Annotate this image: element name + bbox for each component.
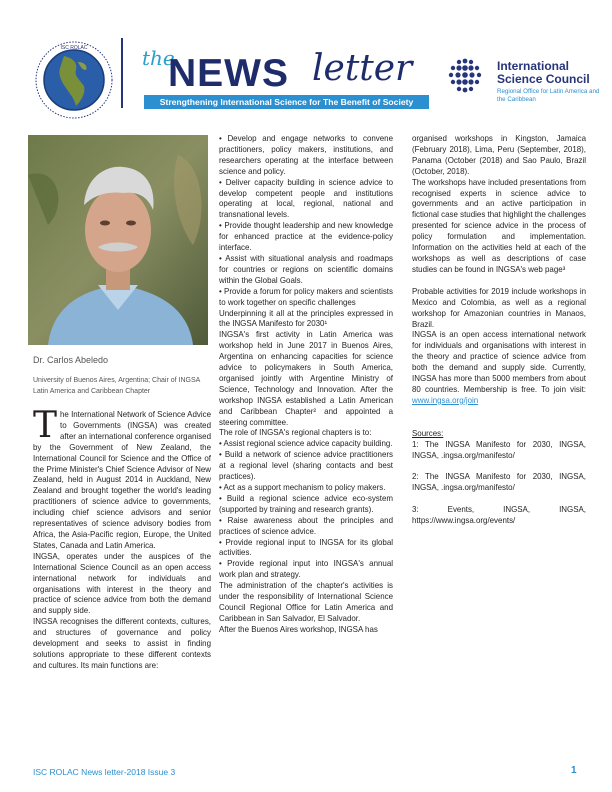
- sources-heading: Sources:: [412, 428, 444, 438]
- svg-text:ISC ROLAC: ISC ROLAC: [60, 45, 88, 51]
- paragraph: Probable activities for 2019 include workshops in Mexico and Colombia, as well as a regional workshop for Amazonian countries in Manaos, Brazil.: [412, 286, 586, 329]
- masthead-letter: letter: [312, 48, 413, 89]
- tagline-banner: Strengthening International Science for The Benefit of Society: [144, 95, 429, 109]
- masthead-news: NEWS: [168, 52, 289, 95]
- caption-person-name: Dr. Carlos Abeledo: [33, 355, 109, 365]
- bullet-item: • Develop and engage networks to convene practitioners, policy makers, institutions, and researchers operating at the interface between science and policy.: [219, 134, 393, 176]
- source-item: 2: The INGSA Manifesto for 2030, INGSA, INGSA, .ingsa.org/manifesto/: [412, 472, 586, 493]
- paragraph: organised workshops in Kingston, Jamaica (February 2018), Lima, Peru (September, 2018), Panama (October (2018) and Sao Paulo, Brazil (October, 2018).: [412, 134, 586, 176]
- bullet-item: • Provide thought leadership and new knowledge for enhanced practice at the evidence-policy interface.: [219, 221, 393, 253]
- masthead-the: the: [142, 46, 175, 70]
- page-number: 1: [571, 765, 577, 776]
- role-item: • Provide regional input into INGSA's annual work plan and strategy.: [219, 559, 393, 580]
- bullet-item: • Provide a forum for policy makers and scientists to work together on specific challenges: [219, 286, 393, 307]
- caption-affiliation: University of Buenos Aires, Argentina; Chair of INGSA Latin America and Caribbean Chapter: [33, 377, 200, 395]
- role-item: • Build a regional science advice eco-system (supported by training and research grants).: [219, 493, 393, 514]
- paragraph: INGSA, operates under the auspices of the International Science Council as an open access international network for individuals and organisations with interest in the theory and practice of science advice from both the demand and supply side.: [33, 551, 211, 616]
- role-item: • Build a network of science advice practitioners at a regional level (sharing contacts and best practices).: [219, 450, 393, 482]
- article-column-2: [219, 134, 393, 636]
- roles-heading: The role of INGSA's regional chapters is to:: [219, 428, 372, 438]
- paragraph: After the Buenos Aires workshop, INGSA has: [219, 624, 378, 634]
- paragraph: Underpinning it all at the principles expressed in the INGSA Manifesto for 2030¹: [219, 308, 393, 329]
- isc-dot-logo-icon: [447, 58, 483, 94]
- isc-rolac-globe-logo: [34, 40, 114, 120]
- header-divider: [121, 38, 123, 108]
- drop-cap: T: [33, 405, 58, 446]
- isc-name: International Science Council: [497, 59, 590, 86]
- role-item: • Act as a support mechanism to policy makers.: [219, 483, 386, 492]
- paragraph: INGSA recognises the different contexts, cultures, and structures of governance and policy development and seeks to assist in finding solutions appropriate to these different contexts and cultures. Its main functions are:: [33, 617, 211, 670]
- source-item: 3: Events, INGSA, INGSA, https://www.ingsa.org/events/: [412, 505, 586, 526]
- newsletter-masthead: [140, 42, 430, 100]
- join-link[interactable]: www.ingsa.org/join: [412, 395, 479, 405]
- role-item: • Provide regional input to INGSA for its global activities.: [219, 537, 393, 558]
- paragraph: The administration of the chapter's activities is under the responsibility of International Science Council Regional Office for Latin America and Caribbean in San Salvador, El Salvador.: [219, 581, 393, 623]
- article-column-3: [412, 134, 586, 527]
- portrait-photo: [28, 135, 208, 345]
- paragraph: The workshops have included presentations from recognised experts in science advice to governments and an active participation in fictional case studies that highlight the challenges presented for science advice in the process of policy formulation and implementation. Information on the activities held at each of the workshops as well as descriptions of case studies can be found in INGSA's web page³: [412, 177, 586, 274]
- bullet-item: • Assist with situational analysis and roadmaps for countries or regions on scientific domains within the Global Goals.: [219, 253, 393, 285]
- article-column-1: [33, 405, 211, 672]
- membership-paragraph: INGSA is an open access international network for individuals and organisations with interest in the theory and practice of science advice from both the demand and supply side. Currently, INGSA has more than 5000 members from about 80 countries. Membership is free. To join visit: www.ingsa.org/join: [412, 330, 586, 405]
- paragraph: INGSA's first activity in Latin America was workshop held in June 2017 in Buenos Aires, Argentina on enhancing capacities for science advice to policymakers in South America, organised jointly with Argentine Ministry of Science, Technology and Innovation. After the workshop INGSA established a Latin American and Caribbean Chapter² and appointed a steering committee.: [219, 330, 393, 427]
- role-item: • Raise awareness about the principles and practices of science advice.: [219, 515, 393, 536]
- isc-regional-office: Regional Office for Latin America and the Caribbean: [497, 88, 600, 103]
- bullet-item: • Deliver capacity building in science advice to develop competent people and institutions operating at local, regional, national and transnational levels.: [219, 177, 393, 220]
- source-item: 1: The INGSA Manifesto for 2030, INGSA, INGSA, .ingsa.org/manifesto/: [412, 439, 586, 460]
- footer-issue-label: ISC ROLAC News letter-2018 Issue 3: [33, 767, 176, 777]
- role-item: • Assist regional science advice capacity building.: [219, 439, 393, 449]
- intro-paragraph: The International Network of Science Advice to Governments (INGSA) was created after an international conference organised by the Government of New Zealand, the International Council for Science and the Office of the Prime Minister's Chief Science Advisor of New Zealand, held in August 2014 in Auckland, New Zealand and brought together the world's leading practitioners of science advice to governments, including chief science advisors and senior representatives of science advisory bodies from Africa, the Asia-Pacific region, Europe, the United States, Canada and Latin America.: [33, 405, 211, 550]
